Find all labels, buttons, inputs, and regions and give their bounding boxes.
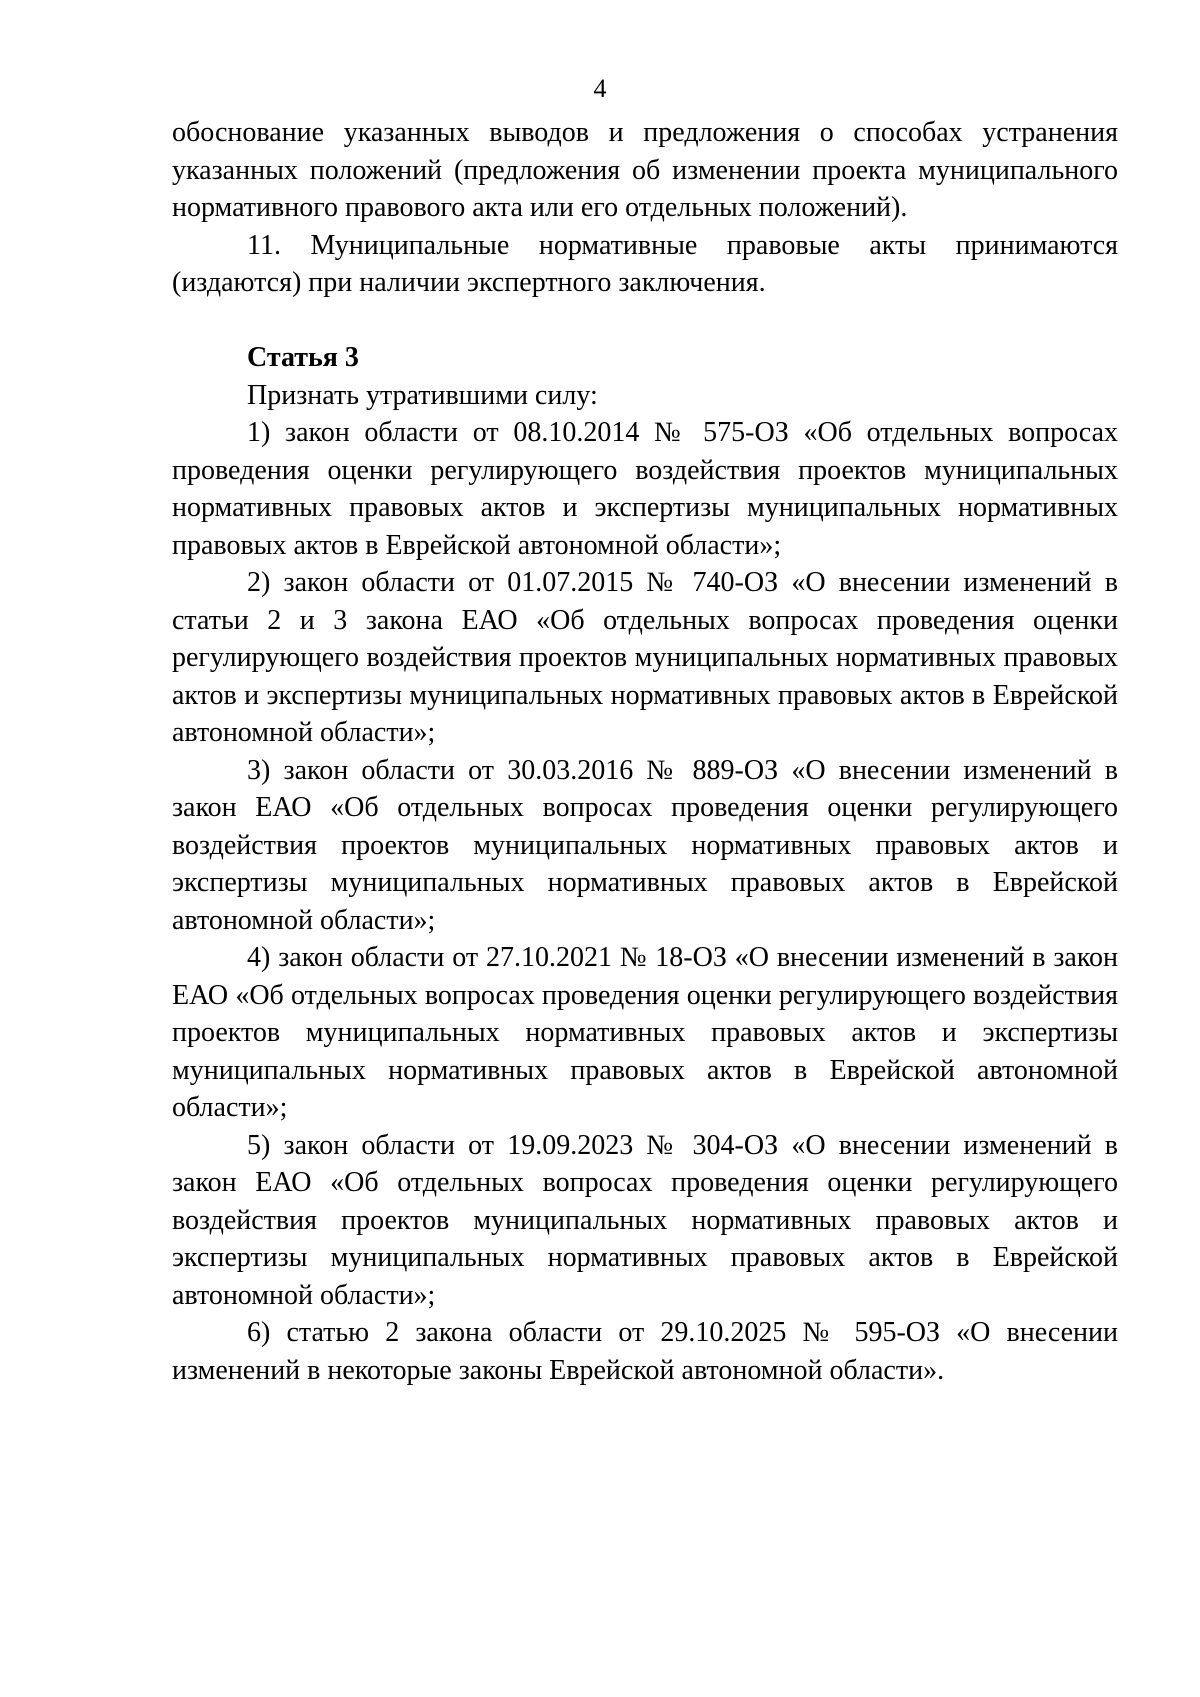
list-item-text: закон области от 19.09.2023 № 304-ОЗ «О внесении изменений в закон ЕАО «Об отдельных вопросах проведения оценки регулирующего воздействия проектов муниципальных нормативных правовых актов и экспертизы муниципальных нормативных правовых актов в Еврейской автономной области»;	[172, 1129, 1118, 1311]
article-intro: Признать утратившими силу:	[247, 379, 598, 411]
list-item	[172, 752, 1118, 940]
page-number: 4	[593, 74, 607, 103]
list-item-text: закон области от 08.10.2014 № 575-ОЗ «Об отдельных вопросах проведения оценки регулирующего воздействия проектов муниципальных нормативных правовых актов и экспертизы муниципальных нормативных правовых актов в Еврейской автономной области»;	[172, 417, 1118, 561]
article-heading: Статья 3	[247, 342, 359, 373]
list-item-number: 1)	[247, 417, 271, 448]
list-item-text: закон области от 30.03.2016 № 889-ОЗ «О внесении изменений в закон ЕАО «Об отдельных вопросах проведения оценки регулирующего воздействия проектов муниципальных нормативных правовых актов и экспертизы муниципальных нормативных правовых актов в Еврейской автономной области»;	[172, 754, 1118, 936]
continuation-paragraph: обоснование указанных выводов и предложения о способах устранения указанных положений (предложения об изменении проекта муниципального нормативного правового акта или его отдельных положений).	[172, 117, 1118, 223]
clause-11-paragraph: 11. Муниципальные нормативные правовые акты принимаются (издаются) при наличии экспертного заключения.	[172, 229, 1118, 298]
list-item-number: 2)	[247, 567, 271, 598]
list-item-text: закон области от 27.10.2021 № 18-ОЗ «О внесении изменений в закон ЕАО «Об отдельных вопросах проведения оценки регулирующего воздействия проектов муниципальных нормативных правовых актов и экспертизы муниципальных нормативных правовых актов в Еврейской автономной области»;	[172, 942, 1118, 1123]
list-item-text: статью 2 закона области от 29.10.2025 № 595-ОЗ «О внесении изменений в некоторые законы Еврейской автономной области».	[172, 1317, 1118, 1386]
list-item-number: 6)	[247, 1317, 271, 1348]
list-item	[172, 1127, 1118, 1315]
list-item-number: 4)	[247, 942, 271, 973]
list-item	[172, 414, 1118, 564]
list-item-number: 5)	[247, 1129, 271, 1161]
list-item-number: 3)	[247, 754, 271, 786]
document-body	[172, 114, 1118, 1389]
list-item	[172, 939, 1118, 1127]
list-item	[172, 564, 1118, 752]
list-item-text: закон области от 01.07.2015 № 740-ОЗ «О внесении изменений в статьи 2 и 3 закона ЕАО «Об отдельных вопросах проведения оценки регулирующего воздействия проектов муниципальных нормативных правовых актов и экспертизы муниципальных нормативных правовых актов в Еврейской автономной области»;	[172, 567, 1118, 748]
list-item	[172, 1314, 1118, 1389]
